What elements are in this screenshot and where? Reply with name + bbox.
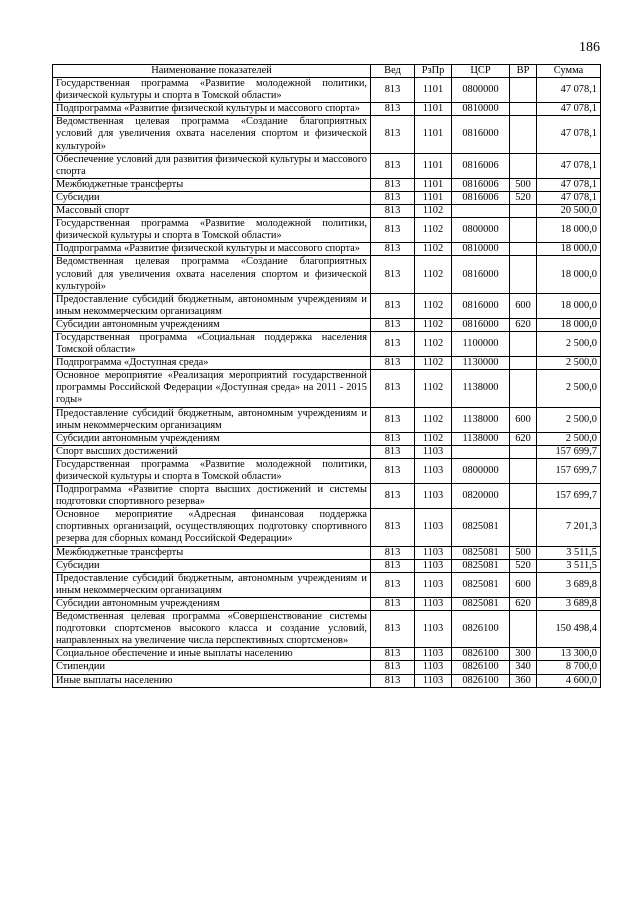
cell-ved: 813 <box>371 458 415 483</box>
cell-name: Основное мероприятие «Реализация мероприятий государственной программы Российской Федерации «Доступная среда» на 2011 - 2015 годы» <box>53 370 371 407</box>
cell-csr: 0820000 <box>452 484 510 509</box>
cell-rzpr: 1101 <box>415 103 452 116</box>
cell-vr: 520 <box>510 191 537 204</box>
cell-csr: 0826100 <box>452 648 510 661</box>
cell-rzpr: 1102 <box>415 293 452 318</box>
table-row <box>53 243 601 256</box>
cell-ved: 813 <box>371 357 415 370</box>
table-row <box>53 318 601 331</box>
cell-vr: 500 <box>510 546 537 559</box>
cell-rzpr: 1103 <box>415 509 452 546</box>
cell-sum: 3 511,5 <box>537 559 601 572</box>
cell-ved: 813 <box>371 648 415 661</box>
cell-ved: 813 <box>371 293 415 318</box>
cell-name: Социальное обеспечение и иные выплаты населению <box>53 648 371 661</box>
header-rzpr: РзПр <box>415 65 452 78</box>
cell-csr: 0816000 <box>452 293 510 318</box>
cell-ved: 813 <box>371 318 415 331</box>
cell-sum: 47 078,1 <box>537 178 601 191</box>
table-row <box>53 103 601 116</box>
cell-csr: 1100000 <box>452 331 510 356</box>
cell-vr <box>510 116 537 153</box>
cell-csr: 1138000 <box>452 432 510 445</box>
cell-rzpr: 1101 <box>415 78 452 103</box>
cell-vr <box>510 243 537 256</box>
cell-name: Предоставление субсидий бюджетным, автономным учреждениям и иным некоммерческим организациям <box>53 293 371 318</box>
cell-sum: 4 600,0 <box>537 674 601 687</box>
cell-name: Предоставление субсидий бюджетным, автономным учреждениям и иным некоммерческим организациям <box>53 407 371 432</box>
cell-csr <box>452 205 510 218</box>
cell-ved: 813 <box>371 178 415 191</box>
cell-ved: 813 <box>371 116 415 153</box>
cell-csr: 0826100 <box>452 611 510 648</box>
cell-vr: 620 <box>510 318 537 331</box>
cell-vr <box>510 153 537 178</box>
cell-rzpr: 1103 <box>415 484 452 509</box>
cell-sum: 3 689,8 <box>537 572 601 597</box>
cell-sum: 2 500,0 <box>537 357 601 370</box>
cell-sum: 2 500,0 <box>537 432 601 445</box>
cell-rzpr: 1103 <box>415 674 452 687</box>
cell-ved: 813 <box>371 597 415 610</box>
cell-name: Межбюджетные трансферты <box>53 178 371 191</box>
table-row <box>53 407 601 432</box>
cell-vr: 620 <box>510 597 537 610</box>
cell-rzpr: 1102 <box>415 256 452 293</box>
cell-rzpr: 1101 <box>415 153 452 178</box>
cell-csr: 1138000 <box>452 370 510 407</box>
cell-rzpr: 1102 <box>415 331 452 356</box>
cell-name: Государственная программа «Развитие молодежной политики, физической культуры и спорта в Томской области» <box>53 218 371 243</box>
cell-name: Спорт высших достижений <box>53 445 371 458</box>
cell-ved: 813 <box>371 661 415 674</box>
cell-vr <box>510 331 537 356</box>
cell-csr: 0800000 <box>452 78 510 103</box>
cell-ved: 813 <box>371 445 415 458</box>
cell-sum: 47 078,1 <box>537 116 601 153</box>
header-name: Наименование показателей <box>53 65 371 78</box>
cell-rzpr: 1102 <box>415 432 452 445</box>
cell-csr: 0816000 <box>452 116 510 153</box>
cell-ved: 813 <box>371 218 415 243</box>
cell-name: Государственная программа «Развитие молодежной политики, физической культуры и спорта в Томской области» <box>53 78 371 103</box>
table-row <box>53 293 601 318</box>
cell-rzpr: 1102 <box>415 243 452 256</box>
cell-sum: 3 511,5 <box>537 546 601 559</box>
cell-name: Субсидии автономным учреждениям <box>53 318 371 331</box>
cell-name: Обеспечение условий для развития физической культуры и массового спорта <box>53 153 371 178</box>
cell-vr: 520 <box>510 559 537 572</box>
table-row <box>53 432 601 445</box>
cell-csr: 0816006 <box>452 191 510 204</box>
cell-sum: 18 000,0 <box>537 243 601 256</box>
cell-sum: 3 689,8 <box>537 597 601 610</box>
cell-sum: 47 078,1 <box>537 191 601 204</box>
cell-ved: 813 <box>371 432 415 445</box>
cell-csr: 0810000 <box>452 243 510 256</box>
cell-ved: 813 <box>371 191 415 204</box>
cell-rzpr: 1103 <box>415 597 452 610</box>
cell-sum: 20 500,0 <box>537 205 601 218</box>
cell-ved: 813 <box>371 572 415 597</box>
cell-csr: 0816006 <box>452 178 510 191</box>
cell-sum: 18 000,0 <box>537 218 601 243</box>
table-row <box>53 153 601 178</box>
cell-vr: 600 <box>510 293 537 318</box>
cell-sum: 18 000,0 <box>537 293 601 318</box>
cell-sum: 2 500,0 <box>537 370 601 407</box>
cell-vr <box>510 370 537 407</box>
cell-csr: 1138000 <box>452 407 510 432</box>
cell-vr: 360 <box>510 674 537 687</box>
cell-ved: 813 <box>371 256 415 293</box>
cell-vr: 500 <box>510 178 537 191</box>
cell-vr: 600 <box>510 407 537 432</box>
cell-rzpr: 1102 <box>415 407 452 432</box>
cell-rzpr: 1103 <box>415 546 452 559</box>
cell-sum: 18 000,0 <box>537 256 601 293</box>
cell-name: Ведомственная целевая программа «Совершенствование системы подготовки спортсменов высокого класса и создание условий, направленных на увеличение числа перспективных спортсменов» <box>53 611 371 648</box>
cell-ved: 813 <box>371 407 415 432</box>
cell-csr: 0816000 <box>452 256 510 293</box>
cell-rzpr: 1103 <box>415 572 452 597</box>
cell-vr <box>510 509 537 546</box>
cell-sum: 2 500,0 <box>537 331 601 356</box>
table-row <box>53 178 601 191</box>
cell-ved: 813 <box>371 674 415 687</box>
cell-csr <box>452 445 510 458</box>
cell-sum: 157 699,7 <box>537 484 601 509</box>
table-row <box>53 597 601 610</box>
table-header-row <box>53 65 601 78</box>
cell-ved: 813 <box>371 78 415 103</box>
table-row <box>53 611 601 648</box>
cell-csr: 0800000 <box>452 458 510 483</box>
cell-name: Стипендии <box>53 661 371 674</box>
table-row <box>53 205 601 218</box>
cell-name: Подпрограмма «Развитие спорта высших достижений и системы подготовки спортивного резерва» <box>53 484 371 509</box>
cell-vr <box>510 484 537 509</box>
cell-sum: 7 201,3 <box>537 509 601 546</box>
cell-vr <box>510 205 537 218</box>
cell-name: Подпрограмма «Доступная среда» <box>53 357 371 370</box>
table-row <box>53 218 601 243</box>
cell-name: Субсидии <box>53 191 371 204</box>
cell-ved: 813 <box>371 243 415 256</box>
cell-vr: 620 <box>510 432 537 445</box>
cell-name: Государственная программа «Социальная поддержка населения Томской области» <box>53 331 371 356</box>
cell-sum: 2 500,0 <box>537 407 601 432</box>
cell-sum: 8 700,0 <box>537 661 601 674</box>
cell-csr: 0825081 <box>452 559 510 572</box>
cell-name: Массовый спорт <box>53 205 371 218</box>
header-vr: ВР <box>510 65 537 78</box>
table-row <box>53 661 601 674</box>
cell-csr: 0826100 <box>452 674 510 687</box>
cell-ved: 813 <box>371 205 415 218</box>
cell-vr: 600 <box>510 572 537 597</box>
cell-name: Субсидии <box>53 559 371 572</box>
cell-rzpr: 1103 <box>415 611 452 648</box>
cell-name: Подпрограмма «Развитие физической культуры и массового спорта» <box>53 103 371 116</box>
cell-ved: 813 <box>371 611 415 648</box>
cell-ved: 813 <box>371 484 415 509</box>
cell-sum: 157 699,7 <box>537 458 601 483</box>
cell-rzpr: 1103 <box>415 661 452 674</box>
cell-csr: 1130000 <box>452 357 510 370</box>
cell-vr: 300 <box>510 648 537 661</box>
table-row <box>53 546 601 559</box>
cell-rzpr: 1102 <box>415 357 452 370</box>
cell-sum: 18 000,0 <box>537 318 601 331</box>
cell-rzpr: 1101 <box>415 178 452 191</box>
table-row <box>53 458 601 483</box>
cell-vr <box>510 78 537 103</box>
header-sum: Сумма <box>537 65 601 78</box>
table-row <box>53 559 601 572</box>
cell-csr: 0825081 <box>452 546 510 559</box>
table-row <box>53 357 601 370</box>
cell-vr <box>510 256 537 293</box>
budget-table <box>52 64 601 688</box>
header-ved: Вед <box>371 65 415 78</box>
cell-name: Субсидии автономным учреждениям <box>53 597 371 610</box>
cell-vr: 340 <box>510 661 537 674</box>
cell-rzpr: 1103 <box>415 445 452 458</box>
cell-csr: 0826100 <box>452 661 510 674</box>
table-row <box>53 331 601 356</box>
cell-rzpr: 1101 <box>415 116 452 153</box>
cell-sum: 47 078,1 <box>537 153 601 178</box>
cell-csr: 0816006 <box>452 153 510 178</box>
cell-vr <box>510 357 537 370</box>
cell-vr <box>510 445 537 458</box>
cell-ved: 813 <box>371 103 415 116</box>
page-number: 186 <box>579 40 600 55</box>
table-row <box>53 484 601 509</box>
table-row <box>53 445 601 458</box>
cell-vr <box>510 611 537 648</box>
cell-csr: 0800000 <box>452 218 510 243</box>
cell-rzpr: 1102 <box>415 318 452 331</box>
cell-csr: 0825081 <box>452 572 510 597</box>
cell-rzpr: 1103 <box>415 559 452 572</box>
cell-name: Иные выплаты населению <box>53 674 371 687</box>
table-row <box>53 370 601 407</box>
table-row <box>53 648 601 661</box>
table-row <box>53 674 601 687</box>
header-csr: ЦСР <box>452 65 510 78</box>
cell-rzpr: 1103 <box>415 648 452 661</box>
cell-name: Ведомственная целевая программа «Создание благоприятных условий для увеличения охвата населения спортом и физической культурой» <box>53 116 371 153</box>
cell-sum: 157 699,7 <box>537 445 601 458</box>
cell-rzpr: 1101 <box>415 191 452 204</box>
cell-csr: 0810000 <box>452 103 510 116</box>
cell-rzpr: 1103 <box>415 458 452 483</box>
cell-ved: 813 <box>371 509 415 546</box>
cell-vr <box>510 103 537 116</box>
cell-sum: 47 078,1 <box>537 103 601 116</box>
table-row <box>53 78 601 103</box>
cell-sum: 47 078,1 <box>537 78 601 103</box>
cell-rzpr: 1102 <box>415 205 452 218</box>
cell-name: Государственная программа «Развитие молодежной политики, физической культуры и спорта в Томской области» <box>53 458 371 483</box>
cell-ved: 813 <box>371 331 415 356</box>
cell-sum: 150 498,4 <box>537 611 601 648</box>
cell-csr: 0825081 <box>452 509 510 546</box>
cell-name: Предоставление субсидий бюджетным, автономным учреждениям и иным некоммерческим организациям <box>53 572 371 597</box>
cell-csr: 0825081 <box>452 597 510 610</box>
cell-rzpr: 1102 <box>415 218 452 243</box>
cell-name: Межбюджетные трансферты <box>53 546 371 559</box>
table-row <box>53 509 601 546</box>
cell-rzpr: 1102 <box>415 370 452 407</box>
cell-name: Основное мероприятие «Адресная финансовая поддержка спортивных организаций, осуществляющих подготовку спортивного резерва для сборных команд Российской Федерации» <box>53 509 371 546</box>
table-row <box>53 572 601 597</box>
table-row <box>53 256 601 293</box>
cell-name: Подпрограмма «Развитие физической культуры и массового спорта» <box>53 243 371 256</box>
cell-csr: 0816000 <box>452 318 510 331</box>
cell-ved: 813 <box>371 546 415 559</box>
table-row <box>53 116 601 153</box>
cell-ved: 813 <box>371 559 415 572</box>
table-row <box>53 191 601 204</box>
cell-name: Ведомственная целевая программа «Создание благоприятных условий для увеличения охвата населения спортом и физической культурой» <box>53 256 371 293</box>
cell-ved: 813 <box>371 370 415 407</box>
cell-vr <box>510 218 537 243</box>
cell-vr <box>510 458 537 483</box>
cell-ved: 813 <box>371 153 415 178</box>
cell-sum: 13 300,0 <box>537 648 601 661</box>
cell-name: Субсидии автономным учреждениям <box>53 432 371 445</box>
